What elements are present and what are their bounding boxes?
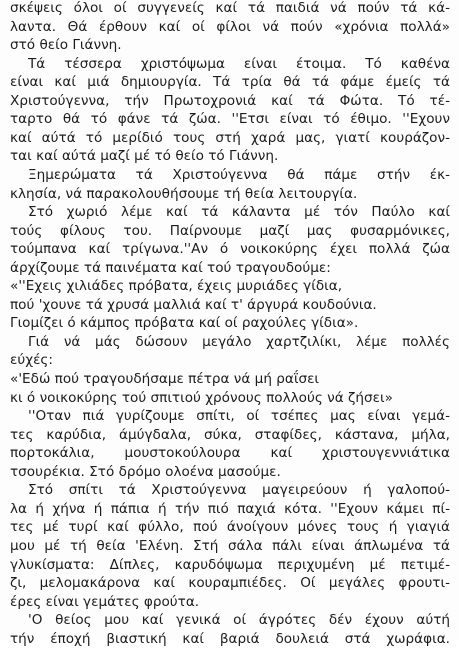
text-line: ''Οταν πιά γυρίζουμε σπίτι, οί τσέπες μας είναι γεμά- [28, 408, 450, 425]
text-line: εύχές: [10, 352, 53, 369]
text-line: Στό χωριό λέμε καί τά κάλαντα μέ τόν Παύλο καί [28, 204, 450, 221]
text-line: Χριστούγεννα, τήν Πρωτοχρονιά καί τά Φώτα. Τό τέ- [10, 92, 450, 109]
text-line: τούμπανα καί τρίγωνα.''Αν ό νοικοκύρης έχει πολλά ζώα [10, 241, 450, 258]
text-line: Γιά νά μάς δώσουν μεγάλο χαρτζιλίκι, λέμε πολλές [28, 333, 450, 350]
text-line: 'Ο θείος μου καί γενικά οί άγρότες δέν έχουν αύτή [28, 612, 450, 629]
text-line: τες καρύδια, άμύγδαλα, σύκα, σταφίδες, κάστανα, μήλα, [10, 426, 450, 443]
text-line: λαντα. Θά έρθουν καί οί φίλοι νά πούν «χρόνια πολλά» [10, 18, 450, 35]
text-line: κι ό νοικοκύρης τού σπιτιού χρόνους πολλούς νά ζήσει» [10, 389, 393, 406]
text-line: «''Εχεις χιλιάδες πρόβατα, έχεις μυριάδες γίδια, [10, 278, 343, 295]
text-line: γλυκίσματα: Δίπλες, καρυδόψωμα περιχυμένη μέ πετιμέ- [10, 556, 450, 573]
text-line: κλησία, νά παρακολουθήσουμε τή θεία λειτουργία. [10, 185, 358, 202]
text-line: άρχίζουμε τά παινέματα καί τού τραγουδούμε: [10, 259, 331, 276]
text-line: «'Εδώ πού τραγουδήσαμε πέτρα νά μή ραΐσει [10, 371, 320, 387]
text-line: Ξημερώματα τά Χριστούγεννα θά πάμε στήν έκ- [28, 166, 450, 183]
text-line: στό θείο Γιάννη. [10, 37, 122, 54]
text-line: Τά τέσσερα χριστόψωμα είναι έτοιμα. Τό καθένα [28, 55, 450, 72]
text-line: έρες είναι γεμάτες φρούτα. [10, 593, 200, 610]
text-line: λα ή χήνα ή πάπια ή τήν πιό παχιά κότα. ''Εχουν κάμει πί- [10, 500, 450, 517]
text-line: Γιομίζει ό κάμπος πρόβατα καί οί ραχούλες γίδια». [10, 315, 359, 332]
text-line: τσουρέκια. Στό δρόμο ολοένα μασούμε. [10, 463, 281, 480]
text-line: ται καί αύτά μαζί μέ τό θείο τό Γιάννη. [10, 148, 279, 165]
text-line: πού 'χουνε τά χρυσά μαλλιά καί τ' άργυρά κουδούνια. [10, 296, 377, 313]
text-line: ταρτο θά τό φάνε τά ζώα. ''Ετσι είναι τό έθιμο. ''Εχουν [10, 111, 450, 128]
text-line: τούς φίλους του. Παίρνουμε μαζί μας φυσαρμόνικες, [10, 222, 450, 239]
text-line: καί αύτά τό μερίδιό τους στή χαρά μας, γιατί κουράζον- [10, 129, 450, 146]
text-line: τήν έποχή βιαστική καί βαριά δουλειά στά χωράφια. [10, 630, 450, 647]
text-line: είναι καί μιά δημιουργία. Τά τρία θά τά φάμε έμείς τά [10, 74, 450, 91]
text-line: σκέψεις όλοι οί συγγενείς καί τά παιδιά νά πούν τά κά- [10, 0, 450, 16]
text-line: τες μέ τυρί καί φύλλο, πού άνοίγουν μόνες τους ή γιαγιά [10, 519, 450, 536]
text-line: μου μέ τή θεία 'Ελένη. Στή σάλα πάλι είναι άπλωμένα τά [10, 537, 450, 554]
text-line: Στό σπίτι τά Χριστούγεννα μαγειρεύουν ή γαλοπού- [28, 482, 450, 499]
text-line: ζι, μελομακάρονα καί κουραμπιέδες. Οί μεγάλες φρουτι- [10, 575, 450, 592]
text-line: πορτοκάλια, μουστοκούλουρα καί χριστουγεννιάτικα [10, 445, 450, 462]
